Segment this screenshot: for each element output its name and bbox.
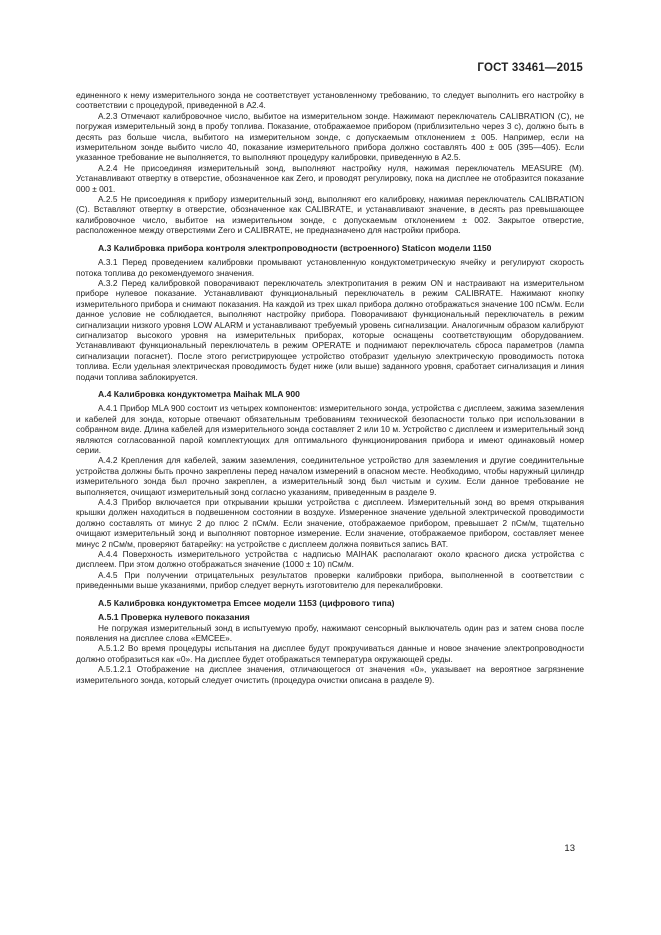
paragraph: А.2.4 Не присоединяя измерительный зонд, выполняют настройку нуля, нажимая переключатель MEASURE (М). Устанавливают отвертку в отверстие, обозначенное как Zero, и проводят регулировку, пока на дисплее не отобразится показание 000 ± 001.	[76, 162, 584, 194]
paragraph: А.2.3 Отмечают калибровочное число, выбитое на измерительном зонде. Нажимают переключатель CALIBRATION (С), не погружая измерительный зонд в пробу топлива. Показание, отображаемое прибором (приблизительно через 3 с), должно быть в десять раз больше числа, выбитого на измерительном зонде, с допускаемым отклонением ± 005. Например, если на измерительном зонде выбито число 40, показание измерительного прибора должно составлять 400 ± 005 (395—405). Если указанное требование не выполняется, то выполняют процедуру калибровки, приведенную в А2.5.	[76, 110, 584, 163]
paragraph: А.4.1 Прибор MLA 900 состоит из четырех компонентов: измерительного зонда, устройства с дисплеем, зажима заземления и кабелей для зонда, которые отвечают обязательным требованиям технической безопасности только при использовании в собранном виде. Длина кабелей для измерительного зонда составляет 2 или 10 м. Устройство с дисплеем и измерительный зонд являются согласованной парой комплектующих для оптимального функционирования прибора и имеют одинаковый номер серии.	[76, 403, 584, 455]
paragraph: А.4.2 Крепления для кабелей, зажим заземления, соединительное устройство для заземления и другие соединительные устройства должны быть прочно закреплены перед началом измерений в опасном месте. Необходимо, чтобы наружный цилиндр измерительного зонда был прочно закреплен, а измерительный зонд был чистым и сухим. Если данное требование не выполняется, очищают измерительный зонд согласно указаниям, приведенным в разделе 9.	[76, 455, 584, 497]
paragraph: А.4.3 Прибор включается при открывании крышки устройства с дисплеем. Измерительный зонд во время открывания крышки должен находиться в подвешенном состоянии в воздухе. Измеренное значение удельной электрической проводимости должно составлять от минус 2 до плюс 2 пСм/м. Если значение, отображаемое прибором, превышает 2 пСм/м, тщательно очищают измерительный зонд и выполняют повторное измерение. Если значение, отображаемое прибором, составляет менее минус 2 пСм/м, проверяют батарейку: на устройстве с дисплеем должна появиться запись BAT.	[76, 497, 584, 549]
subsection-heading: А.5.1 Проверка нулевого показания	[98, 612, 250, 623]
paragraph: Не погружая измерительный зонд в испытуемую пробу, нажимают сенсорный выключатель один раз и затем снова после появления на дисплее слова «EMCEE».	[76, 622, 584, 643]
page-number: 13	[564, 843, 575, 854]
paragraph: единенного к нему измерительного зонда не соответствует установленному требованию, то следует выполнить его настройку в соответствии с процедурой, приведенной в А2.4.	[76, 90, 584, 111]
paragraph: А.5.1.2 Во время процедуры испытания на дисплее будут прокручиваться данные и новое значение электропроводности должно отобразиться как «0». На дисплее будет отображаться температура окружающей среды.	[76, 643, 584, 664]
document-body	[76, 90, 584, 685]
paragraph: А.5.1.2.1 Отображение на дисплее значения, отличающегося от значения «0», указывает на вероятное загрязнение измерительного зонда, который следует очистить (процедура очистки описана в разделе 9).	[76, 664, 584, 685]
section-heading: А.3 Калибровка прибора контроля электропроводности (встроенного) Staticon модели 1150	[98, 242, 492, 253]
paragraph: А.3.1 Перед проведением калибровки промывают установленную кондуктометрическую ячейку и регулируют скорость потока топлива до рекомендуемого значения.	[76, 257, 584, 278]
paragraph: А.2.5 Не присоединяя к прибору измерительный зонд, выполняют его калибровку, нажимая переключатель CALIBRATION (С). Вставляют отвертку в отверстие, обозначенное как CALIBRATE, и устанавливают значение, в десять раз превышающее калибровочное число, выбитое на измерительном зонде, с допускаемым отклонением ± 002. Закрытое отверстие, расположенное между отверстиями Zero и CALIBRATE, не предназначено для настройки прибора.	[76, 194, 584, 236]
paragraph: А.4.4 Поверхность измерительного устройства с надписью MAIHAK располагают около красного диска устройства с дисплеем. При этом должно отображаться значение (1000 ± 10) пСм/м.	[76, 549, 584, 570]
paragraph: А.3.2 Перед калибровкой поворачивают переключатель электропитания в режим ON и настраивают на измерительном приборе нулевое показание. Устанавливают функциональный переключатель в режим CALIBRATE. Нажимают кнопку измерительного прибора и снимают показания. На каждой из трех шкал прибора должно отображаться значение 100 пСм/м. Если данное условие не соблюдается, выполняют настройку прибора. Поворачивают функциональный переключатель в режим сигнализации низкого уровня LOW ALARM и устанавливают требуемый уровень сигнализации. Аналогичным образом калибруют сигнализатор высокого уровня на измерительных приборах, которые оснащены соответствующим оборудованием. Устанавливают функциональный переключатель в режим OPERATE и поднимают переключатель сброса параметров (лампа сигнализации погаснет). После этого регистрирующее устройство отобразит удельную электрическую проводимость потока топлива. Если удельная электрическая проводимость будет ниже (или выше) заданного уровня, сработает сигнализация и линия подачи топлива заблокируется.	[76, 277, 584, 382]
standard-designation: ГОСТ 33461—2015	[477, 62, 583, 74]
paragraph: А.4.5 При получении отрицательных результатов проверки калибровки прибора, выполненной в соответствии с приведенными выше указаниями, прибор следует вернуть изготовителю для перекалибровки.	[76, 569, 584, 591]
section-heading: А.5 Калибровка кондуктометра Emcee модели 1153 (цифрового типа)	[98, 597, 395, 608]
section-heading: А.4 Калибровка кондуктометра Maihak MLA 900	[98, 388, 300, 399]
